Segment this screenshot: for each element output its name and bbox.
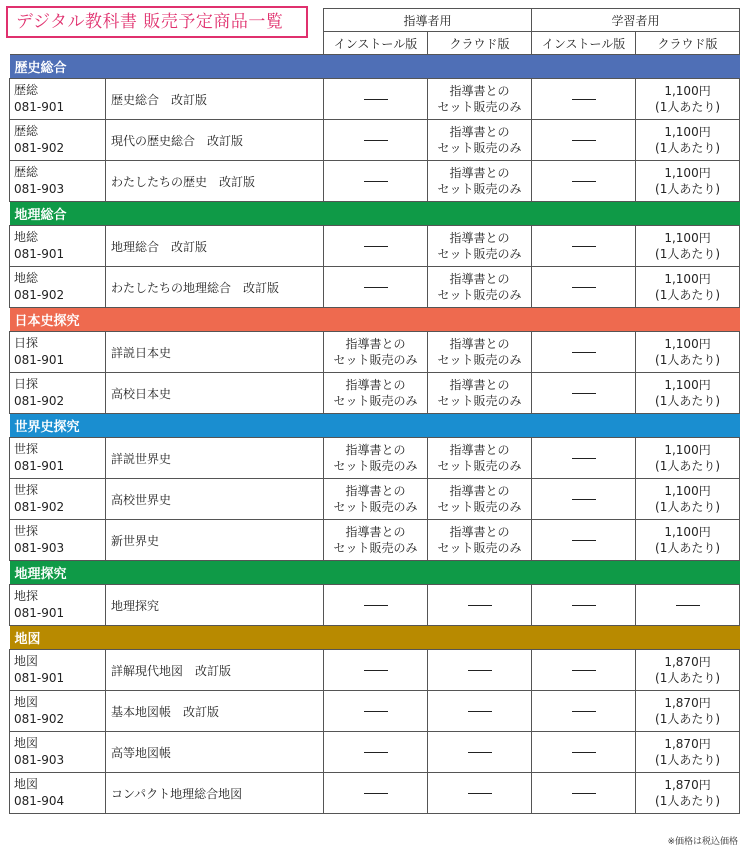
student-install-cell (532, 332, 636, 373)
cell-text: セット販売のみ (437, 394, 522, 408)
code-number: 081-902 (14, 141, 65, 155)
teacher-install-cell (324, 732, 428, 773)
product-name: 地理探究 (106, 585, 324, 626)
product-name: 詳解現代地図 改訂版 (106, 650, 324, 691)
teacher-cloud-cell (428, 373, 532, 414)
teacher-cloud-cell (428, 732, 532, 773)
cell-text: 指導書との (449, 484, 510, 498)
cell-text: (1人あたり) (655, 353, 721, 367)
table-row (10, 585, 740, 626)
cell-text: 1,100円 (664, 272, 711, 286)
table-body (10, 55, 740, 814)
cell-text: 指導書との (449, 272, 510, 286)
table-row (10, 650, 740, 691)
cell-text: 1,100円 (664, 231, 711, 245)
not-available-dash (572, 540, 596, 541)
cell-text: セット販売のみ (437, 182, 522, 196)
cell-text: 1,100円 (664, 378, 711, 392)
section-header-row (10, 626, 740, 650)
not-available-dash (676, 605, 700, 606)
table-row (10, 226, 740, 267)
cell-text: 指導書との (345, 378, 406, 392)
student-install-cell (532, 438, 636, 479)
cell-text: セット販売のみ (333, 394, 418, 408)
product-code (10, 520, 106, 561)
code-number: 081-901 (14, 353, 65, 367)
code-number: 081-901 (14, 459, 65, 473)
code-number: 081-904 (14, 794, 65, 808)
cell-text: (1人あたり) (655, 288, 721, 302)
code-number: 081-902 (14, 394, 65, 408)
product-name: 新世界史 (106, 520, 324, 561)
student-cloud-cell (636, 585, 740, 626)
cell-text: 1,870円 (664, 655, 711, 669)
code-abbrev: 歴総 (14, 83, 39, 97)
code-number: 081-901 (14, 247, 65, 261)
teacher-cloud-cell (428, 520, 532, 561)
teacher-install-cell (324, 479, 428, 520)
cell-text: (1人あたり) (655, 459, 721, 473)
code-number: 081-902 (14, 288, 65, 302)
table-row (10, 79, 740, 120)
section-header-row (10, 202, 740, 226)
table-row (10, 332, 740, 373)
not-available-dash (364, 246, 388, 247)
product-code (10, 161, 106, 202)
not-available-dash (572, 711, 596, 712)
table-row (10, 520, 740, 561)
not-available-dash (572, 140, 596, 141)
teacher-install-cell (324, 773, 428, 814)
code-number: 081-903 (14, 182, 65, 196)
teacher-install-cell (324, 267, 428, 308)
teacher-install-cell (324, 79, 428, 120)
code-abbrev: 地総 (14, 271, 39, 285)
code-abbrev: 地図 (14, 777, 39, 791)
not-available-dash (468, 605, 492, 606)
product-code (10, 773, 106, 814)
student-cloud-cell (636, 650, 740, 691)
cell-text: セット販売のみ (437, 459, 522, 473)
table-row (10, 732, 740, 773)
student-install-cell (532, 120, 636, 161)
student-install-cell (532, 373, 636, 414)
cell-text: (1人あたり) (655, 541, 721, 555)
code-number: 081-903 (14, 753, 65, 767)
cell-text: 指導書との (449, 337, 510, 351)
cell-text: セット販売のみ (333, 541, 418, 555)
cell-text: 1,870円 (664, 778, 711, 792)
cell-text: 指導書との (345, 484, 406, 498)
teacher-install-cell (324, 120, 428, 161)
teacher-install-header: インストール版 (324, 32, 428, 55)
cell-text: (1人あたり) (655, 247, 721, 261)
product-code (10, 585, 106, 626)
student-install-cell (532, 650, 636, 691)
teacher-cloud-cell (428, 650, 532, 691)
code-number: 081-901 (14, 100, 65, 114)
not-available-dash (364, 99, 388, 100)
cell-text: セット販売のみ (437, 100, 522, 114)
not-available-dash (468, 752, 492, 753)
student-cloud-cell (636, 79, 740, 120)
section-label: 日本史探究 (10, 308, 740, 332)
not-available-dash (572, 605, 596, 606)
table-row (10, 373, 740, 414)
section-header-row (10, 308, 740, 332)
table-row (10, 267, 740, 308)
teacher-cloud-cell (428, 267, 532, 308)
code-abbrev: 歴総 (14, 165, 39, 179)
cell-text: セット販売のみ (333, 459, 418, 473)
not-available-dash (364, 605, 388, 606)
student-cloud-cell (636, 161, 740, 202)
not-available-dash (364, 793, 388, 794)
teacher-cloud-cell (428, 691, 532, 732)
not-available-dash (468, 793, 492, 794)
table-row (10, 161, 740, 202)
not-available-dash (468, 711, 492, 712)
table-row (10, 691, 740, 732)
teacher-install-cell (324, 161, 428, 202)
product-name: わたしたちの地理総合 改訂版 (106, 267, 324, 308)
teacher-cloud-cell (428, 79, 532, 120)
price-footnote: ※価格は税込価格 (667, 837, 738, 847)
student-install-cell (532, 79, 636, 120)
product-code (10, 332, 106, 373)
table-row (10, 438, 740, 479)
student-cloud-cell (636, 120, 740, 161)
product-code (10, 267, 106, 308)
not-available-dash (364, 287, 388, 288)
cell-text: 1,100円 (664, 337, 711, 351)
teacher-group-header: 指導者用 (324, 9, 532, 32)
product-name: コンパクト地理総合地図 (106, 773, 324, 814)
teacher-install-cell (324, 438, 428, 479)
teacher-cloud-cell (428, 332, 532, 373)
section-label: 世界史探究 (10, 414, 740, 438)
teacher-cloud-cell (428, 585, 532, 626)
student-cloud-cell (636, 691, 740, 732)
product-code (10, 438, 106, 479)
not-available-dash (364, 752, 388, 753)
section-label: 地理総合 (10, 202, 740, 226)
code-number: 081-903 (14, 541, 65, 555)
table-row (10, 120, 740, 161)
cell-text: 指導書との (449, 166, 510, 180)
not-available-dash (364, 181, 388, 182)
page-title: デジタル教科書 販売予定商品一覧 (6, 6, 308, 38)
teacher-cloud-cell (428, 120, 532, 161)
cell-text: 指導書との (449, 125, 510, 139)
student-cloud-cell (636, 267, 740, 308)
not-available-dash (364, 140, 388, 141)
product-name: わたしたちの歴史 改訂版 (106, 161, 324, 202)
product-code (10, 79, 106, 120)
product-code (10, 120, 106, 161)
cell-text: セット販売のみ (437, 541, 522, 555)
student-install-cell (532, 773, 636, 814)
student-install-cell (532, 732, 636, 773)
code-abbrev: 地図 (14, 736, 39, 750)
student-cloud-cell (636, 773, 740, 814)
student-install-cell (532, 161, 636, 202)
cell-text: 指導書との (345, 443, 406, 457)
student-install-cell (532, 691, 636, 732)
cell-text: セット販売のみ (437, 500, 522, 514)
not-available-dash (572, 499, 596, 500)
code-abbrev: 日探 (14, 377, 39, 391)
teacher-install-cell (324, 585, 428, 626)
student-group-header: 学習者用 (532, 9, 740, 32)
cell-text: (1人あたり) (655, 671, 721, 685)
cell-text: 指導書との (345, 337, 406, 351)
product-name: 高等地図帳 (106, 732, 324, 773)
teacher-cloud-cell (428, 161, 532, 202)
cell-text: (1人あたり) (655, 394, 721, 408)
student-install-header: インストール版 (532, 32, 636, 55)
cell-text: 1,870円 (664, 696, 711, 710)
teacher-install-cell (324, 226, 428, 267)
not-available-dash (572, 670, 596, 671)
teacher-cloud-header: クラウド版 (428, 32, 532, 55)
not-available-dash (572, 752, 596, 753)
student-cloud-cell (636, 479, 740, 520)
cell-text: 指導書との (449, 525, 510, 539)
table-row (10, 773, 740, 814)
section-header-row (10, 414, 740, 438)
code-abbrev: 世探 (14, 524, 39, 538)
product-code (10, 691, 106, 732)
code-abbrev: 地総 (14, 230, 39, 244)
code-abbrev: 地図 (14, 654, 39, 668)
student-cloud-cell (636, 732, 740, 773)
product-name: 詳説世界史 (106, 438, 324, 479)
cell-text: 1,870円 (664, 737, 711, 751)
code-number: 081-902 (14, 500, 65, 514)
product-name: 歴史総合 改訂版 (106, 79, 324, 120)
teacher-cloud-cell (428, 438, 532, 479)
section-label: 地図 (10, 626, 740, 650)
cell-text: 指導書との (449, 231, 510, 245)
cell-text: (1人あたり) (655, 794, 721, 808)
code-abbrev: 世探 (14, 442, 39, 456)
teacher-install-cell (324, 691, 428, 732)
student-install-cell (532, 267, 636, 308)
cell-text: (1人あたり) (655, 141, 721, 155)
product-table (9, 8, 740, 814)
section-label: 地理探究 (10, 561, 740, 585)
cell-text: (1人あたり) (655, 100, 721, 114)
cell-text: セット販売のみ (437, 141, 522, 155)
product-code (10, 226, 106, 267)
teacher-install-cell (324, 373, 428, 414)
not-available-dash (572, 246, 596, 247)
student-install-cell (532, 479, 636, 520)
section-label: 歴史総合 (10, 55, 740, 79)
cell-text: 指導書との (449, 443, 510, 457)
product-name: 基本地図帳 改訂版 (106, 691, 324, 732)
code-abbrev: 地探 (14, 589, 39, 603)
not-available-dash (364, 670, 388, 671)
cell-text: (1人あたり) (655, 753, 721, 767)
product-code (10, 650, 106, 691)
not-available-dash (572, 287, 596, 288)
section-header-row (10, 55, 740, 79)
cell-text: (1人あたり) (655, 182, 721, 196)
teacher-install-cell (324, 332, 428, 373)
teacher-cloud-cell (428, 479, 532, 520)
cell-text: (1人あたり) (655, 500, 721, 514)
not-available-dash (572, 793, 596, 794)
code-abbrev: 世探 (14, 483, 39, 497)
student-cloud-cell (636, 332, 740, 373)
cell-text: セット販売のみ (333, 500, 418, 514)
student-cloud-header: クラウド版 (636, 32, 740, 55)
student-install-cell (532, 520, 636, 561)
student-install-cell (532, 226, 636, 267)
section-header-row (10, 561, 740, 585)
product-code (10, 732, 106, 773)
student-cloud-cell (636, 226, 740, 267)
table-row (10, 479, 740, 520)
student-cloud-cell (636, 520, 740, 561)
cell-text: セット販売のみ (333, 353, 418, 367)
not-available-dash (572, 181, 596, 182)
cell-text: セット販売のみ (437, 353, 522, 367)
code-number: 081-901 (14, 671, 65, 685)
product-name: 高校世界史 (106, 479, 324, 520)
code-number: 081-902 (14, 712, 65, 726)
code-abbrev: 日探 (14, 336, 39, 350)
not-available-dash (572, 352, 596, 353)
teacher-cloud-cell (428, 226, 532, 267)
teacher-install-cell (324, 650, 428, 691)
cell-text: 1,100円 (664, 166, 711, 180)
student-install-cell (532, 585, 636, 626)
product-code (10, 373, 106, 414)
cell-text: 1,100円 (664, 125, 711, 139)
student-cloud-cell (636, 373, 740, 414)
teacher-install-cell (324, 520, 428, 561)
not-available-dash (468, 670, 492, 671)
product-name: 現代の歴史総合 改訂版 (106, 120, 324, 161)
product-name: 高校日本史 (106, 373, 324, 414)
teacher-cloud-cell (428, 773, 532, 814)
cell-text: 1,100円 (664, 84, 711, 98)
code-abbrev: 歴総 (14, 124, 39, 138)
cell-text: 指導書との (449, 378, 510, 392)
not-available-dash (364, 711, 388, 712)
not-available-dash (572, 99, 596, 100)
cell-text: (1人あたり) (655, 712, 721, 726)
product-name: 地理総合 改訂版 (106, 226, 324, 267)
cell-text: 指導書との (449, 84, 510, 98)
not-available-dash (572, 393, 596, 394)
student-cloud-cell (636, 438, 740, 479)
cell-text: セット販売のみ (437, 247, 522, 261)
cell-text: 1,100円 (664, 525, 711, 539)
cell-text: 1,100円 (664, 443, 711, 457)
code-abbrev: 地図 (14, 695, 39, 709)
product-name: 詳説日本史 (106, 332, 324, 373)
cell-text: セット販売のみ (437, 288, 522, 302)
cell-text: 指導書との (345, 525, 406, 539)
not-available-dash (572, 458, 596, 459)
product-code (10, 479, 106, 520)
code-number: 081-901 (14, 606, 65, 620)
cell-text: 1,100円 (664, 484, 711, 498)
